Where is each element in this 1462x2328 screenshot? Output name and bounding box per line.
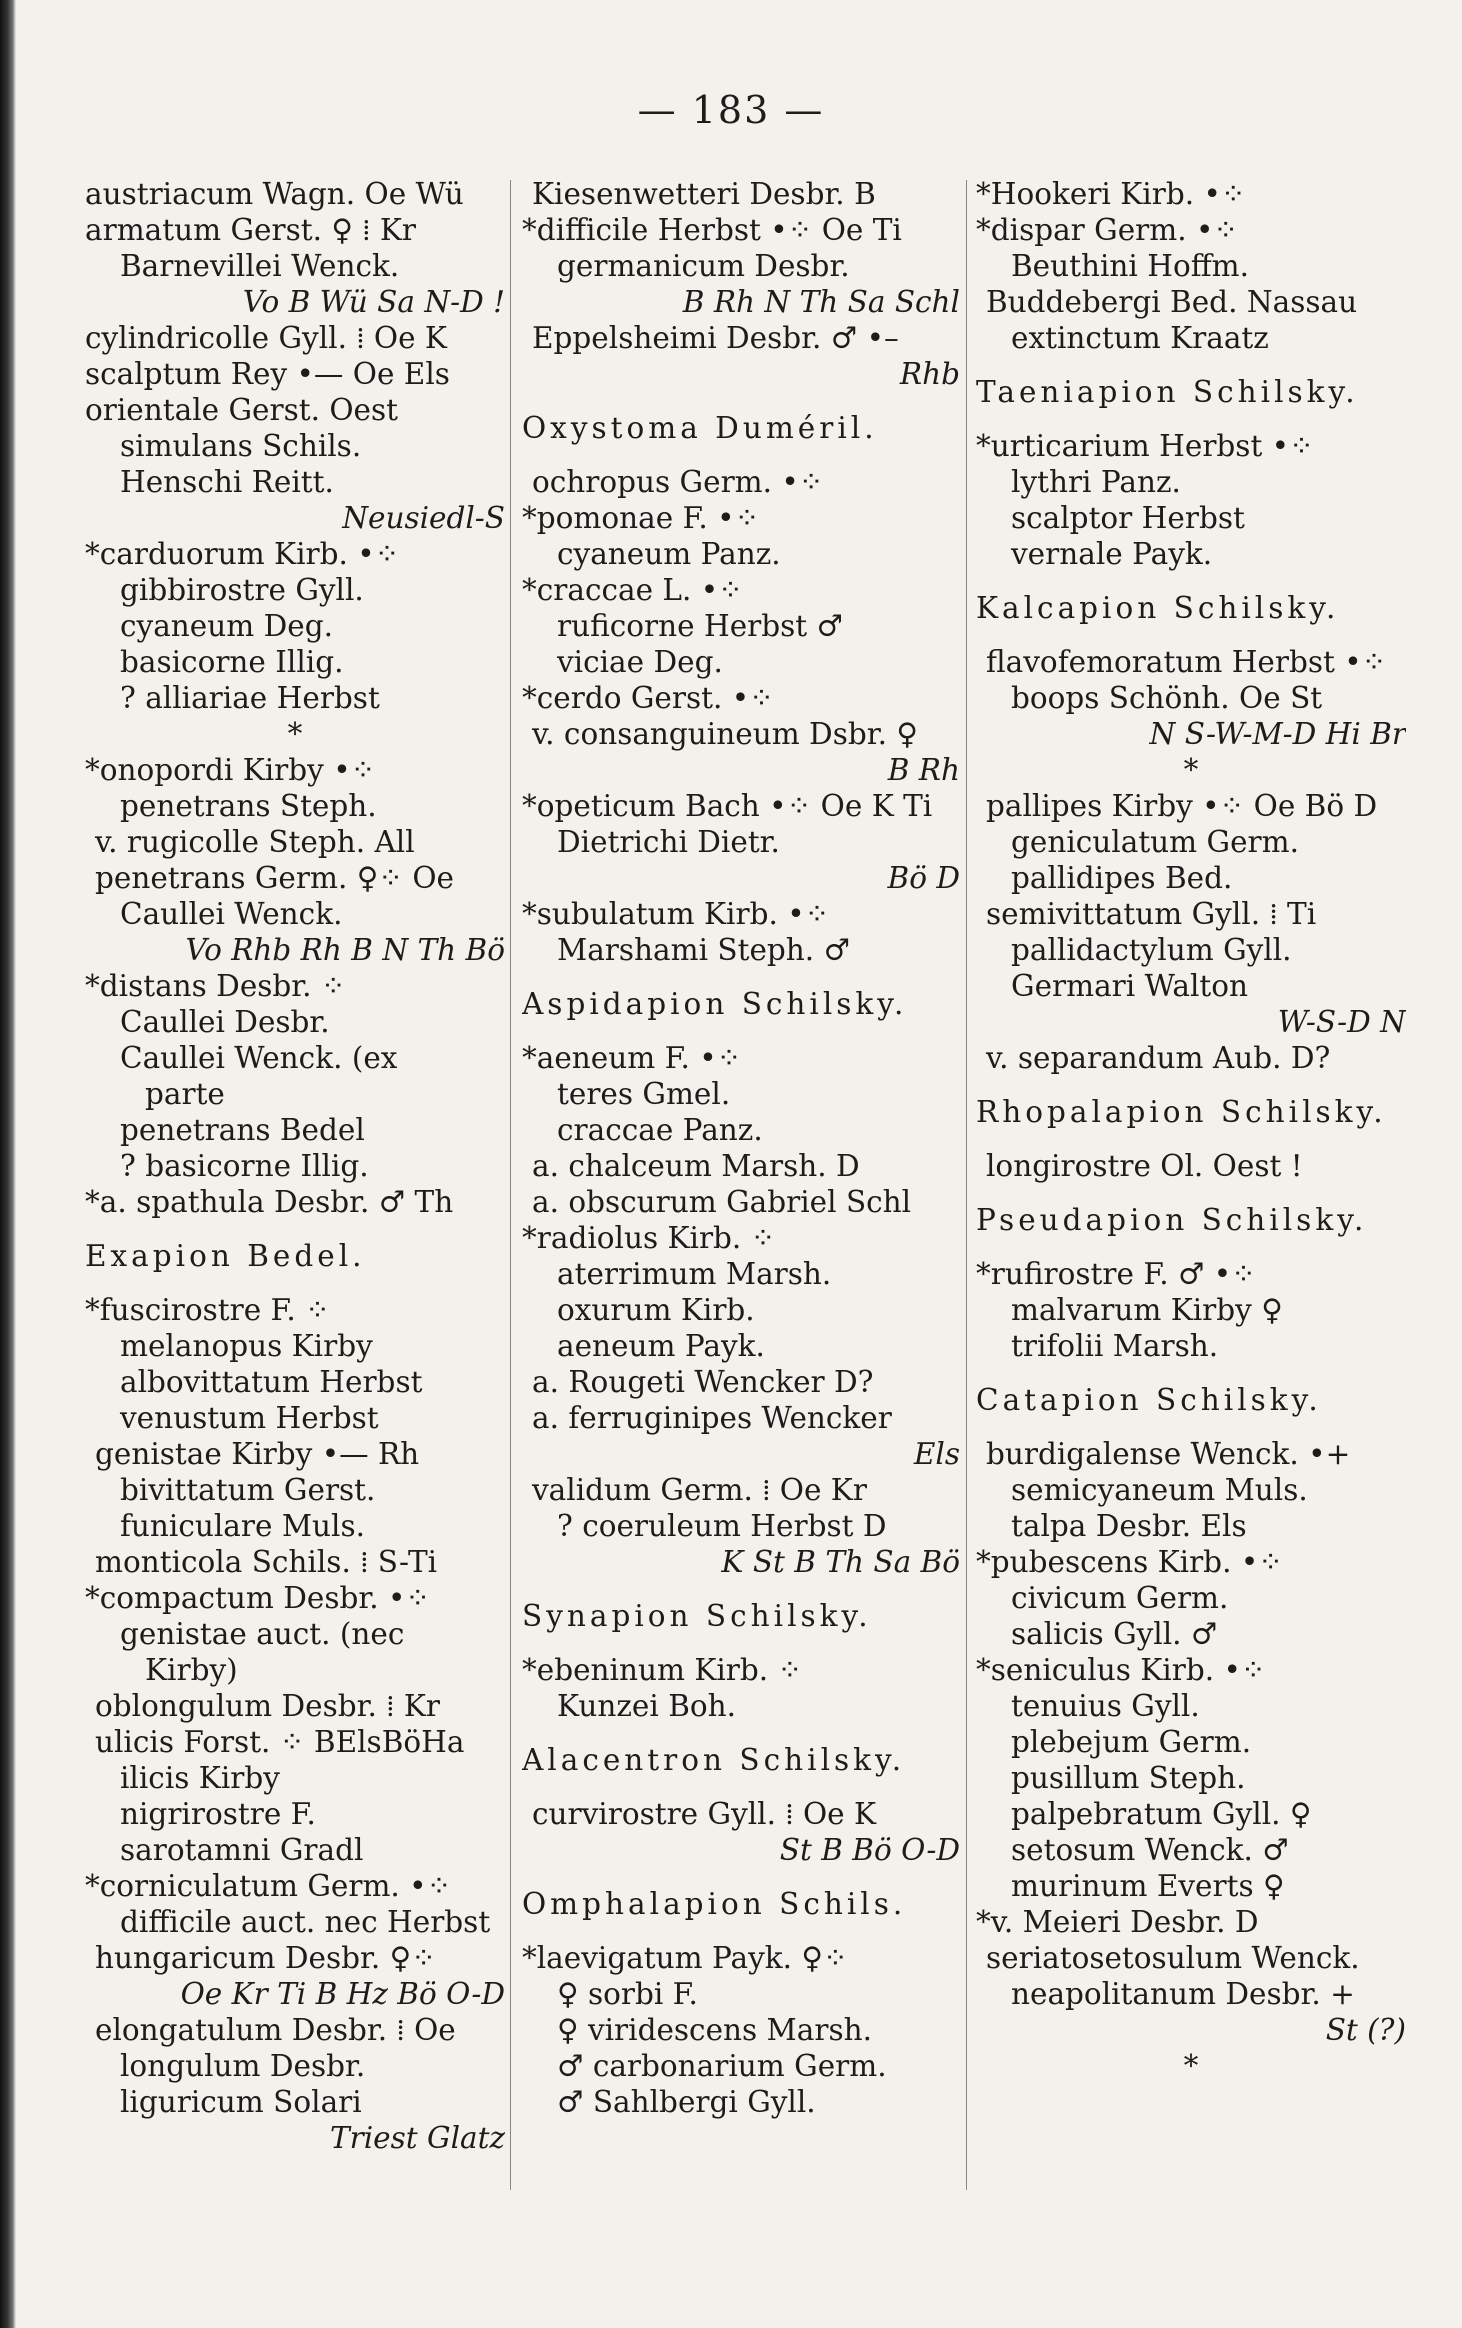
species-entry: penetrans Steph. (120, 789, 377, 823)
species-entry: v. separandum Aub. D? (986, 1041, 1331, 1075)
species-entry: malvarum Kirby ♀ (1011, 1293, 1283, 1327)
species-entry: Kiesenwetteri Desbr. B (532, 177, 876, 211)
species-entry: *difficile Herbst •⁘ Oe Ti (522, 213, 902, 247)
species-entry: bivittatum Gerst. (120, 1473, 376, 1507)
species-entry: burdigalense Wenck. •+ (986, 1437, 1351, 1471)
species-entry: *subulatum Kirb. •⁘ (522, 897, 830, 931)
species-entry: salicis Gyll. ♂ (1011, 1617, 1218, 1651)
genus-heading: Omphalapion Schils. (522, 1887, 907, 1921)
species-entry: ? alliariae Herbst (120, 681, 380, 715)
species-entry: ruficorne Herbst ♂ (557, 609, 843, 643)
species-entry: *carduorum Kirb. •⁘ (85, 537, 400, 571)
species-entry: genistae auct. (nec (120, 1617, 405, 1651)
book-spine-shadow (0, 0, 16, 2328)
species-entry: a. chalceum Marsh. D (532, 1149, 860, 1183)
species-entry: Caullei Wenck. (ex (120, 1041, 398, 1075)
section-asterisk: * (287, 717, 303, 751)
species-entry: gibbirostre Gyll. (120, 573, 364, 607)
genus-heading: Rhopalapion Schilsky. (976, 1095, 1387, 1129)
species-entry: *craccae L. •⁘ (522, 573, 743, 607)
species-entry: *urticarium Herbst •⁘ (976, 429, 1314, 463)
species-entry: craccae Panz. (557, 1113, 763, 1147)
species-entry: simulans Schils. (120, 429, 362, 463)
locality-line: B Rh (887, 753, 960, 787)
species-entry: penetrans Germ. ♀⁘ Oe (95, 861, 455, 895)
species-entry: *Hookeri Kirb. •⁘ (976, 177, 1246, 211)
species-entry: a. Rougeti Wencker D? (532, 1365, 874, 1399)
species-entry: trifolii Marsh. (1011, 1329, 1219, 1363)
species-entry: viciae Deg. (557, 645, 723, 679)
species-entry: Beuthini Hoffm. (1011, 249, 1250, 283)
species-entry: ? basicorne Illig. (120, 1149, 369, 1183)
species-entry: Germari Walton (1011, 969, 1248, 1003)
genus-heading: Oxystoma Duméril. (522, 411, 878, 445)
species-entry: Kirby) (145, 1653, 238, 1687)
species-entry: germanicum Desbr. (557, 249, 850, 283)
locality-line: Rhb (899, 357, 960, 391)
species-entry: *radiolus Kirb. ⁘ (522, 1221, 776, 1255)
species-entry: Caullei Wenck. (120, 897, 343, 931)
column-divider (510, 180, 511, 2190)
species-entry: *aeneum F. •⁘ (522, 1041, 742, 1075)
species-entry: elongatulum Desbr. ⁞ Oe (95, 2013, 456, 2047)
species-entry: *fuscirostre F. ⁘ (85, 1293, 330, 1327)
genus-heading: Aspidapion Schilsky. (522, 987, 908, 1021)
species-entry: extinctum Kraatz (1011, 321, 1269, 355)
species-entry: longirostre Ol. Oest ! (986, 1149, 1303, 1183)
genus-heading: Catapion Schilsky. (976, 1383, 1322, 1417)
genus-heading: Pseudapion Schilsky. (976, 1203, 1368, 1237)
species-entry: scalptor Herbst (1011, 501, 1245, 535)
species-entry: ♂ Sahlbergi Gyll. (557, 2085, 816, 2119)
column-divider (966, 180, 967, 2190)
locality-line: W-S-D N (1277, 1005, 1406, 1039)
species-entry: funiculare Muls. (120, 1509, 365, 1543)
species-entry: monticola Schils. ⁞ S-Ti (95, 1545, 438, 1579)
species-entry: Barnevillei Wenck. (120, 249, 400, 283)
locality-line: Oe Kr Ti B Hz Bö O-D (180, 1977, 505, 2011)
species-entry: penetrans Bedel (120, 1113, 365, 1147)
species-entry: semivittatum Gyll. ⁞ Ti (986, 897, 1317, 931)
locality-line: N S-W-M-D Hi Br (1149, 717, 1406, 751)
genus-heading: Kalcapion Schilsky. (976, 591, 1340, 625)
species-entry: vernale Payk. (1011, 537, 1213, 571)
species-entry: *ebeninum Kirb. ⁘ (522, 1653, 803, 1687)
species-entry: a. obscurum Gabriel Schl (532, 1185, 912, 1219)
species-entry: Kunzei Boh. (557, 1689, 737, 1723)
species-entry: *laevigatum Payk. ♀⁘ (522, 1941, 848, 1975)
species-entry: oblongulum Desbr. ⁞ Kr (95, 1689, 440, 1723)
species-entry: validum Germ. ⁞ Oe Kr (532, 1473, 867, 1507)
species-entry: orientale Gerst. Oest (85, 393, 398, 427)
species-entry: pallidactylum Gyll. (1011, 933, 1292, 967)
species-entry: pusillum Steph. (1011, 1761, 1246, 1795)
species-entry: neapolitanum Desbr. + (1011, 1977, 1355, 2011)
species-entry: pallidipes Bed. (1011, 861, 1233, 895)
section-asterisk: * (1183, 753, 1199, 787)
species-entry: tenuius Gyll. (1011, 1689, 1200, 1723)
species-entry: *rufirostre F. ♂ •⁘ (976, 1257, 1256, 1291)
species-entry: *corniculatum Germ. •⁘ (85, 1869, 452, 1903)
species-entry: *dispar Germ. •⁘ (976, 213, 1239, 247)
species-entry: ? coeruleum Herbst D (557, 1509, 887, 1543)
species-entry: semicyaneum Muls. (1011, 1473, 1308, 1507)
species-entry: civicum Germ. (1011, 1581, 1229, 1615)
locality-line: Bö D (887, 861, 960, 895)
locality-line: Vo B Wü Sa N-D ! (242, 285, 505, 319)
species-entry: Marshami Steph. ♂ (557, 933, 851, 967)
species-entry: *pomonae F. •⁘ (522, 501, 760, 535)
species-entry: sarotamni Gradl (120, 1833, 364, 1867)
text-column-middle (522, 176, 960, 2286)
species-entry: cyaneum Panz. (557, 537, 781, 571)
species-entry: setosum Wenck. ♂ (1011, 1833, 1289, 1867)
species-entry: *cerdo Gerst. •⁘ (522, 681, 774, 715)
species-entry: ochropus Germ. •⁘ (532, 465, 824, 499)
species-entry: austriacum Wagn. Oe Wü (85, 177, 464, 211)
species-entry: ♀ viridescens Marsh. (557, 2013, 872, 2047)
species-entry: longulum Desbr. (120, 2049, 366, 2083)
text-column-left (85, 176, 505, 2286)
species-entry: cylindricolle Gyll. ⁞ Oe K (85, 321, 447, 355)
species-entry: plebejum Germ. (1011, 1725, 1252, 1759)
species-entry: curvirostre Gyll. ⁞ Oe K (532, 1797, 877, 1831)
species-entry: *compactum Desbr. •⁘ (85, 1581, 431, 1615)
species-entry: flavofemoratum Herbst •⁘ (986, 645, 1387, 679)
species-entry: ulicis Forst. ⁘ BElsBöHa (95, 1725, 465, 1759)
species-entry: teres Gmel. (557, 1077, 731, 1111)
locality-line: St B Bö O-D (779, 1833, 960, 1867)
species-entry: *onopordi Kirby •⁘ (85, 753, 376, 787)
species-entry: lythri Panz. (1011, 465, 1181, 499)
species-entry: Caullei Desbr. (120, 1005, 330, 1039)
genus-heading: Exapion Bedel. (85, 1239, 366, 1273)
species-entry: ♀ sorbi F. (557, 1977, 698, 2011)
species-entry: palpebratum Gyll. ♀ (1011, 1797, 1312, 1831)
species-entry: boops Schönh. Oe St (1011, 681, 1323, 715)
species-entry: scalptum Rey •— Oe Els (85, 357, 450, 391)
text-column-right (976, 176, 1406, 2286)
species-entry: Dietrichi Dietr. (557, 825, 780, 859)
locality-line: Triest Glatz (329, 2121, 505, 2155)
species-entry: v. rugicolle Steph. All (95, 825, 415, 859)
genus-heading: Synapion Schilsky. (522, 1599, 872, 1633)
species-entry: Eppelsheimi Desbr. ♂ •– (532, 321, 899, 355)
page-number: — 183 — (637, 88, 825, 132)
species-entry: cyaneum Deg. (120, 609, 333, 643)
species-entry: *pubescens Kirb. •⁘ (976, 1545, 1283, 1579)
species-entry: *v. Meieri Desbr. D (976, 1905, 1259, 1939)
species-entry: aeneum Payk. (557, 1329, 765, 1363)
locality-line: Els (913, 1437, 960, 1471)
species-entry: hungaricum Desbr. ♀⁘ (95, 1941, 436, 1975)
species-entry: oxurum Kirb. (557, 1293, 755, 1327)
species-entry: melanopus Kirby (120, 1329, 373, 1363)
species-entry: genistae Kirby •— Rh (95, 1437, 420, 1471)
species-entry: pallipes Kirby •⁘ Oe Bö D (986, 789, 1378, 823)
genus-heading: Taeniapion Schilsky. (976, 375, 1359, 409)
species-entry: basicorne Illig. (120, 645, 344, 679)
species-entry: Henschi Reitt. (120, 465, 334, 499)
section-asterisk: * (1183, 2049, 1199, 2083)
species-entry: ♂ carbonarium Germ. (557, 2049, 887, 2083)
species-entry: *opeticum Bach •⁘ Oe K Ti (522, 789, 933, 823)
locality-line: Vo Rhb Rh B N Th Bö (185, 933, 505, 967)
species-entry: liguricum Solari (120, 2085, 362, 2119)
species-entry: murinum Everts ♀ (1011, 1869, 1285, 1903)
species-entry: seriatosetosulum Wenck. (986, 1941, 1360, 1975)
species-entry: talpa Desbr. Els (1011, 1509, 1247, 1543)
species-entry: difficile auct. nec Herbst (120, 1905, 491, 1939)
species-entry: *a. spathula Desbr. ♂ Th (85, 1185, 454, 1219)
locality-line: St (?) (1325, 2013, 1406, 2047)
species-entry: *seniculus Kirb. •⁘ (976, 1653, 1266, 1687)
species-entry: Buddebergi Bed. Nassau (986, 285, 1358, 319)
species-entry: nigrirostre F. (120, 1797, 316, 1831)
locality-line: Neusiedl-S (342, 501, 505, 535)
species-entry: ilicis Kirby (120, 1761, 280, 1795)
species-entry: *distans Desbr. ⁘ (85, 969, 346, 1003)
species-entry: aterrimum Marsh. (557, 1257, 832, 1291)
species-entry: geniculatum Germ. (1011, 825, 1299, 859)
species-entry: armatum Gerst. ♀ ⁞ Kr (85, 213, 416, 247)
species-entry: parte (145, 1077, 225, 1111)
locality-line: K St B Th Sa Bö (721, 1545, 960, 1579)
locality-line: B Rh N Th Sa Schl (682, 285, 960, 319)
species-entry: a. ferruginipes Wencker (532, 1401, 892, 1435)
genus-heading: Alacentron Schilsky. (522, 1743, 906, 1777)
species-entry: albovittatum Herbst (120, 1365, 423, 1399)
species-entry: v. consanguineum Dsbr. ♀ (532, 717, 918, 751)
species-entry: venustum Herbst (120, 1401, 379, 1435)
